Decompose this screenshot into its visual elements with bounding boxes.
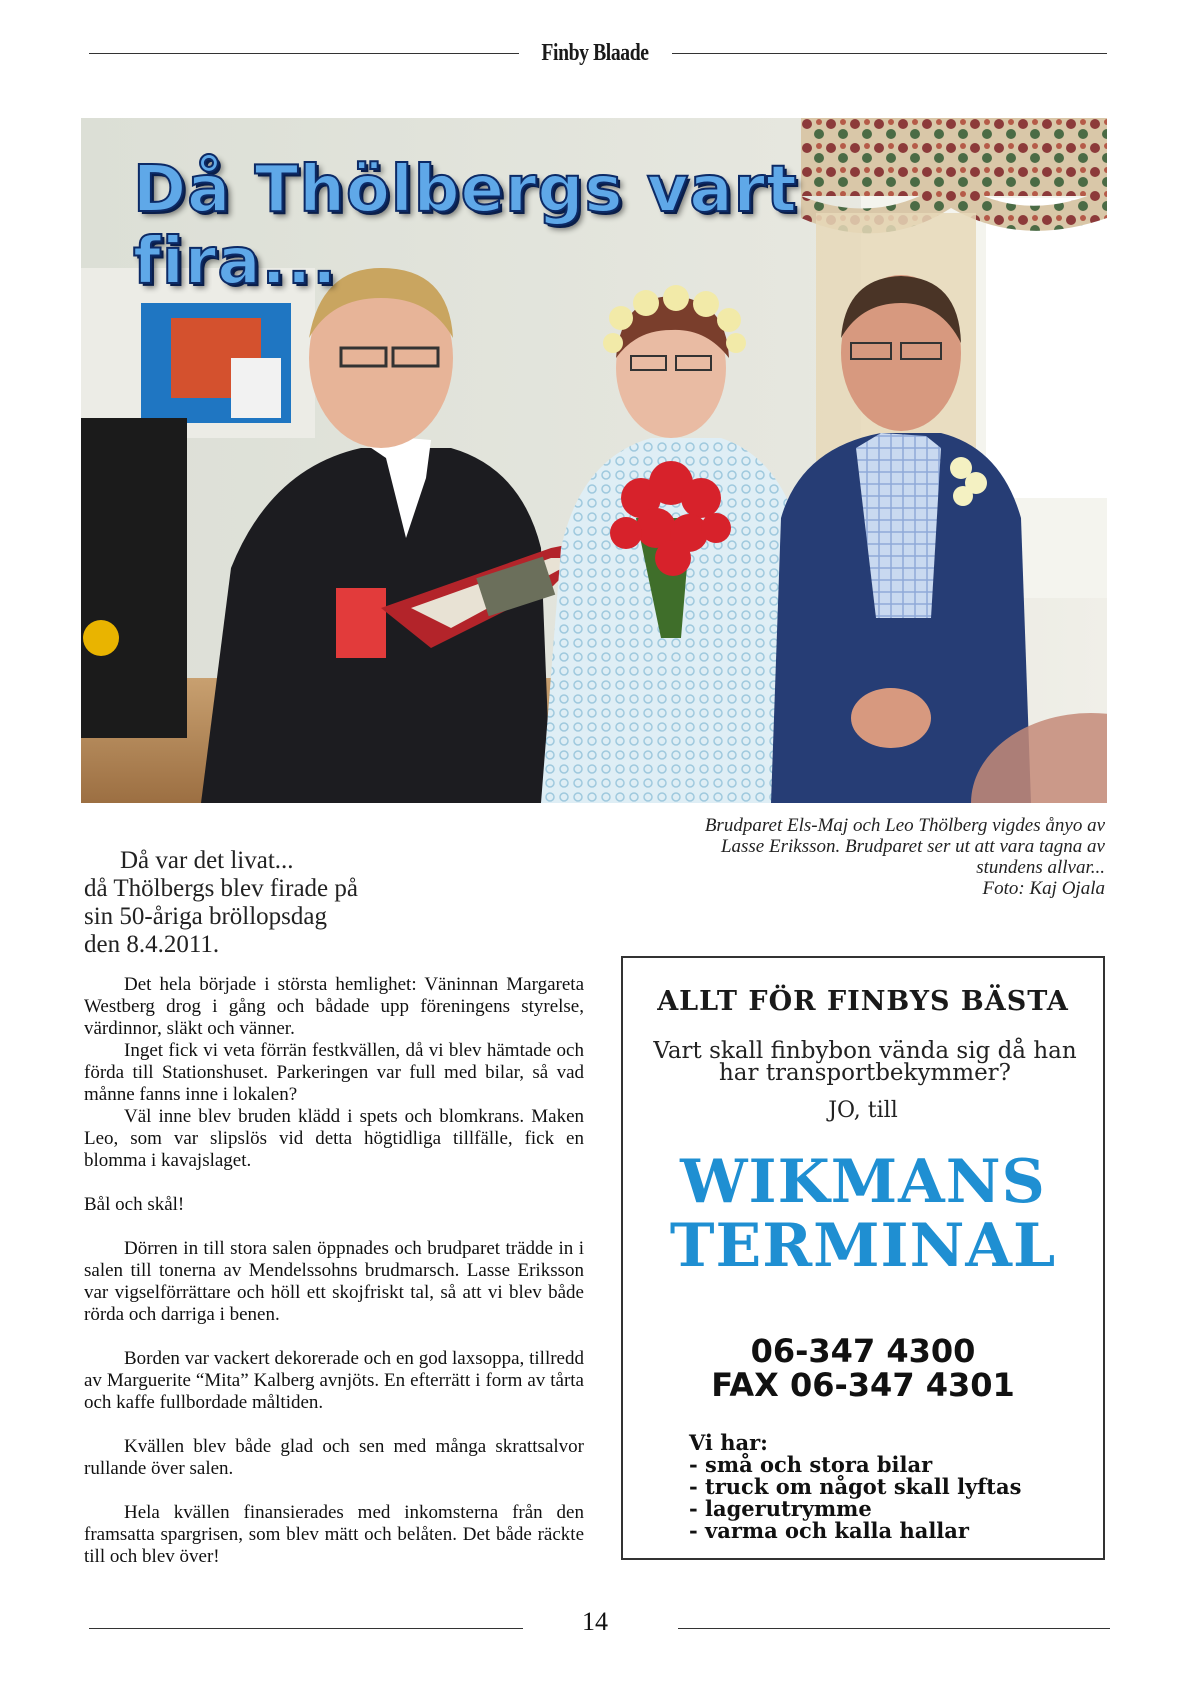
intro-line: Då var det livat...	[120, 847, 294, 874]
article-paragraph: Det hela började i största hemlighet: Väninnan Margareta Westberg drog i gång och bådade upp föreningens styrelse, värdinnor, släkt och vänner.	[84, 974, 584, 1039]
article-body	[84, 974, 584, 1568]
headline-line-1: Då Thölbergs vart	[133, 153, 798, 227]
intro-line: då Thölbergs blev firade på	[84, 875, 358, 902]
ad-brand-line: WIKMANS	[680, 1147, 1046, 1217]
ad-question	[633, 1040, 1097, 1084]
photo-credit: Foto: Kaj Ojala	[982, 878, 1105, 899]
caption-line: Lasse Eriksson. Brudparet ser ut att vara tagna av	[720, 836, 1105, 857]
ad-title: ALLT FÖR FINBYS BÄSTA	[657, 986, 1069, 1017]
ad-list-item: - truck om något skall lyftas	[689, 1474, 1022, 1499]
article-headline	[133, 154, 833, 298]
ad-question-line: har transportbekymmer?	[718, 1060, 1012, 1086]
ad-fax-number: FAX 06-347 4301	[711, 1366, 1015, 1404]
article-paragraph: Väl inne blev bruden klädd i spets och blomkrans. Maken Leo, som var slipslös vid detta högtidliga tillfälle, fick en blomma i kavajslaget.	[84, 1106, 584, 1171]
caption-line: stundens allvar...	[976, 857, 1105, 878]
caption-line: Brudparet Els-Maj och Leo Thölberg vigdes ånyo av	[704, 815, 1105, 836]
ad-brand-name	[623, 1147, 1103, 1281]
article-paragraph: Kvällen blev både glad och sen med många skrattsalvor rullande över salen.	[84, 1436, 584, 1479]
ad-list-item: - varma och kalla hallar	[689, 1518, 969, 1543]
publication-title: Finby Blaade	[541, 40, 649, 66]
ad-services-list	[689, 1432, 1089, 1542]
ad-contact	[623, 1334, 1103, 1402]
ad-list-item: - små och stora bilar	[689, 1452, 933, 1477]
article-paragraph: Dörren in till stora salen öppnades och brudparet trädde in i salen till tonerna av Mendelssohns brudmarsch. Lasse Eriksson var vigselförrättare och höll ett skojfriskt tal, så att vi blev både rörda och darriga i benen.	[84, 1238, 584, 1325]
intro-line: sin 50-åriga bröllopsdag	[84, 903, 328, 930]
article-paragraph: Inget fick vi veta förrän festkvällen, då vi blev hämtade och förda till Stationshuset. Parkeringen var full med bilar, så vad månne fanns inne i lokalen?	[84, 1040, 584, 1105]
ad-question-line: Vart skall finbybon vända sig då han	[653, 1038, 1077, 1064]
headline-line-2: fira...	[133, 225, 338, 299]
wikmans-terminal-ad	[621, 956, 1105, 1560]
article-paragraph: Hela kvällen finansierades med inkomsterna från den framsatta spargrisen, som blev mätt och belåten. Det både räckte till och blev över!	[84, 1502, 584, 1567]
wedding-photo	[81, 118, 1107, 803]
ad-list-title: Vi har:	[689, 1430, 768, 1455]
article-subheading: Bål och skål!	[84, 1194, 185, 1215]
ad-answer: JO, till	[828, 1098, 898, 1123]
ad-list-item: - lagerutrymme	[689, 1496, 872, 1521]
article-intro	[84, 847, 504, 959]
photo-caption	[640, 815, 1105, 899]
article-paragraph: Borden var vackert dekorerade och en god laxsoppa, tillredd av Marguerite “Mita” Kalberg avnjöts. En efterrätt i form av tårta och kaffe fullbordade måltiden.	[84, 1348, 584, 1413]
intro-line: den 8.4.2011.	[84, 931, 220, 958]
page-number: 14	[582, 1607, 608, 1636]
ad-phone-number: 06-347 4300	[750, 1332, 976, 1370]
ad-brand-line: TERMINAL	[669, 1211, 1057, 1281]
